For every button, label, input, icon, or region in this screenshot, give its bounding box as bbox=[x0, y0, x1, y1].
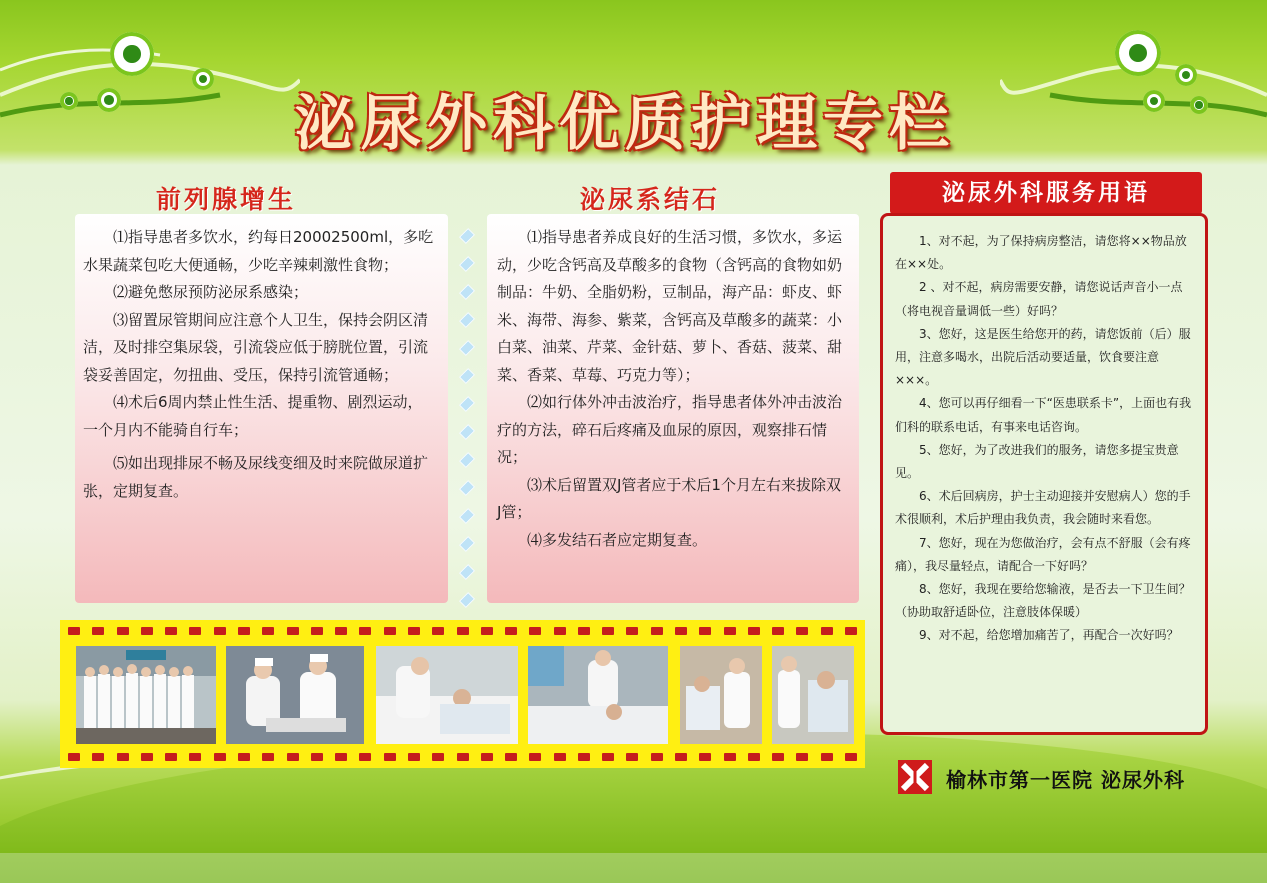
service-item: 9、对不起，给您增加痛苦了，再配合一次好吗？ bbox=[919, 628, 1179, 643]
section-heading-stones: 泌尿系结石 bbox=[580, 185, 721, 214]
flower-icon bbox=[1115, 30, 1161, 76]
film-holes-top bbox=[68, 627, 857, 635]
stones-item: ⑶术后留置双J管者应于术后1个月左右来拔除双J管； bbox=[497, 475, 841, 521]
hospital-logo-icon bbox=[898, 760, 932, 794]
flower-icon bbox=[97, 88, 121, 112]
photo-bedside-care bbox=[376, 646, 518, 744]
flower-icon bbox=[60, 92, 78, 110]
prostate-item: ⑸如出现排尿不畅及尿线变细及时来院做尿道扩张，定期复查。 bbox=[83, 454, 429, 500]
poster-title: 泌尿外科优质护理专栏 bbox=[295, 89, 955, 159]
service-item: 5、您好，为了改进我们的服务，请您多提宝贵意见。 bbox=[895, 442, 1179, 481]
prostate-item: ⑴指导患者多饮水，约每日20002500ml，多吃水果蔬菜包吃大便通畅，少吃辛辣刺激性食物； bbox=[83, 228, 434, 274]
flower-icon bbox=[1190, 96, 1208, 114]
service-item: 4、您可以再仔细看一下“医患联系卡”，上面也有我们科的联系电话，有事来电话咨询。 bbox=[895, 396, 1192, 434]
diamond-divider bbox=[459, 228, 475, 620]
photo-patient-bed bbox=[528, 646, 668, 744]
stones-item: ⑵如行体外冲击波治疗，指导患者体外冲击波治疗的方法，碎石后疼痛及血尿的原因，观察排石情况； bbox=[497, 393, 843, 466]
photo-film-strip bbox=[60, 620, 865, 768]
service-panel bbox=[880, 213, 1208, 735]
photo-nurse-team bbox=[76, 646, 216, 744]
stones-item: ⑴指导患者养成良好的生活习惯，多饮水，多运动，少吃含钙高及草酸多的食物（含钙高的食物如奶制品：牛奶、全脂奶粉，豆制品，海产品：虾皮、虾米、海带、海参、紫菜，含钙高及草酸多的蔬菜：小白菜、油菜、芹菜、金针菇、萝卜、香菇、菠菜、甜菜、香菜、草莓、巧克力等）； bbox=[497, 228, 843, 384]
photo-nurses-writing bbox=[226, 646, 364, 744]
flower-icon bbox=[110, 32, 154, 76]
photo-nurse-and-patient bbox=[772, 646, 854, 744]
film-holes-bottom bbox=[68, 753, 857, 761]
section-heading-prostate: 前列腺增生 bbox=[156, 185, 297, 214]
prostate-panel bbox=[75, 214, 448, 603]
prostate-item: ⑵避免憋尿预防泌尿系感染； bbox=[113, 283, 309, 301]
flower-icon bbox=[1143, 90, 1165, 112]
service-item: 1、对不起，为了保持病房整洁，请您将××物品放在××处。 bbox=[895, 234, 1187, 272]
service-item: 3、您好，这是医生给您开的药，请您饭前（后）服用，注意多喝水，出院后活动要适量，饮食要注意×××。 bbox=[895, 326, 1191, 388]
service-item: 8、您好，我现在要给您输液，是否去一下卫生间？（协助取舒适卧位，注意肢体保暖） bbox=[895, 582, 1191, 620]
photo-bedside-talk bbox=[680, 646, 762, 744]
flower-icon bbox=[1175, 64, 1197, 86]
stones-item: ⑷多发结石者应定期复查。 bbox=[527, 530, 708, 549]
service-item: 2 、对不起，病房需要安静，请您说话声音小一点（将电视音量调低一些）好吗？ bbox=[895, 280, 1183, 318]
prostate-item: ⑷术后6周内禁止性生活、提重物、剧烈运动，一个月内不能骑自行车； bbox=[83, 393, 423, 439]
service-item: 7、您好，现在为您做治疗，会有点不舒服（会有疼痛），我尽量轻点，请配合一下好吗？ bbox=[895, 535, 1191, 573]
service-heading: 泌尿外科服务用语 bbox=[890, 172, 1202, 214]
prostate-item: ⑶留置尿管期间应注意个人卫生，保持会阴区清洁，及时排空集尿袋，引流袋应低于膀胱位置，引流袋妥善固定，勿扭曲、受压，保持引流管通畅； bbox=[83, 310, 429, 384]
service-item: 6、术后回病房，护士主动迎接并安慰病人）您的手术很顺利，术后护理由我负责，我会随时来看您。 bbox=[895, 489, 1191, 527]
hospital-name: 榆林市第一医院 泌尿外科 bbox=[946, 768, 1185, 792]
stones-panel bbox=[487, 214, 859, 603]
